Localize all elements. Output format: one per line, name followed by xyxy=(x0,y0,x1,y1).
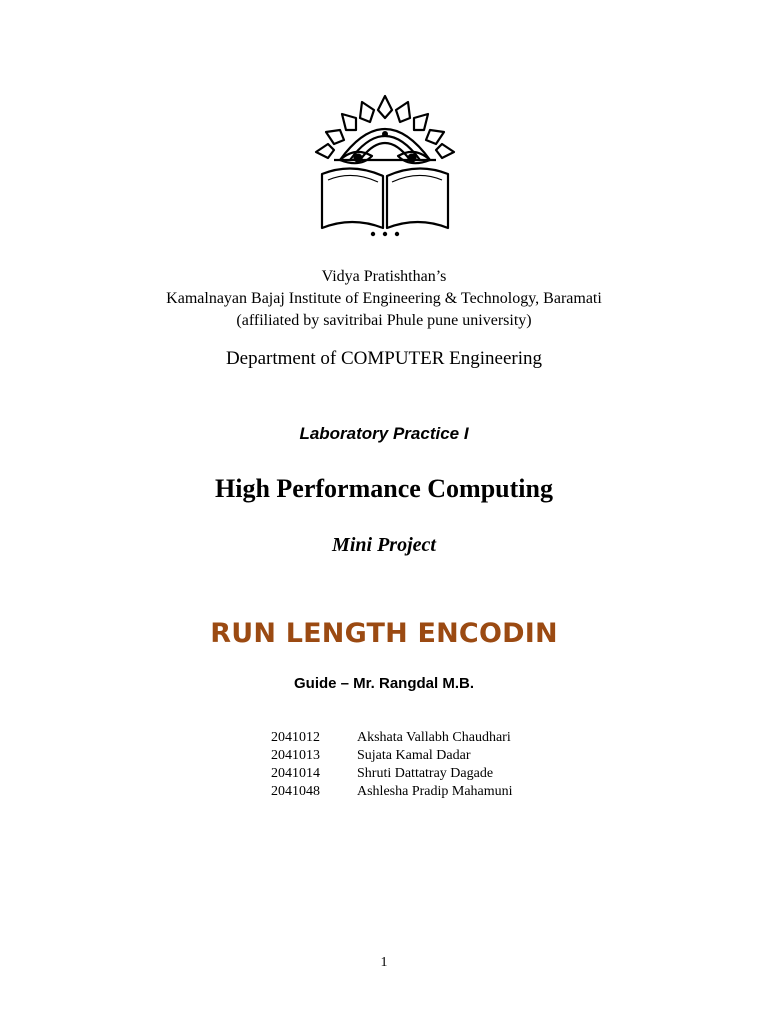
member-id: 2041048 xyxy=(271,784,320,799)
member-row xyxy=(271,765,513,783)
subject-name: High Performance Computing xyxy=(215,474,553,503)
team-members-list xyxy=(271,729,513,801)
member-id: 2041012 xyxy=(271,730,320,745)
project-type: Mini Project xyxy=(332,534,436,556)
page-number: 1 xyxy=(380,955,388,970)
member-row xyxy=(271,747,513,765)
member-name: Sujata Kamal Dadar xyxy=(357,748,471,763)
member-name: Akshata Vallabh Chaudhari xyxy=(357,730,511,745)
institute-line-2: Kamalnayan Bajaj Institute of Engineering & Technology, Baramati xyxy=(166,290,602,307)
guide-name: Guide – Mr. Rangdal M.B. xyxy=(293,675,475,692)
department-name: Department of COMPUTER Engineering xyxy=(225,348,543,369)
course-name: Laboratory Practice I xyxy=(299,424,469,443)
member-row xyxy=(271,729,513,747)
member-name: Ashlesha Pradip Mahamuni xyxy=(357,784,513,799)
member-id: 2041013 xyxy=(271,748,320,763)
project-title: RUN LENGTH ENCODIN xyxy=(210,618,558,649)
member-row xyxy=(271,783,513,801)
lotus-book-emblem-icon xyxy=(300,88,470,238)
institute-line-3: (affiliated by savitribai Phule pune university) xyxy=(236,312,532,329)
member-id: 2041014 xyxy=(271,766,320,781)
member-name: Shruti Dattatray Dagade xyxy=(357,766,494,781)
institute-line-1: Vidya Pratishthan’s xyxy=(321,268,447,285)
